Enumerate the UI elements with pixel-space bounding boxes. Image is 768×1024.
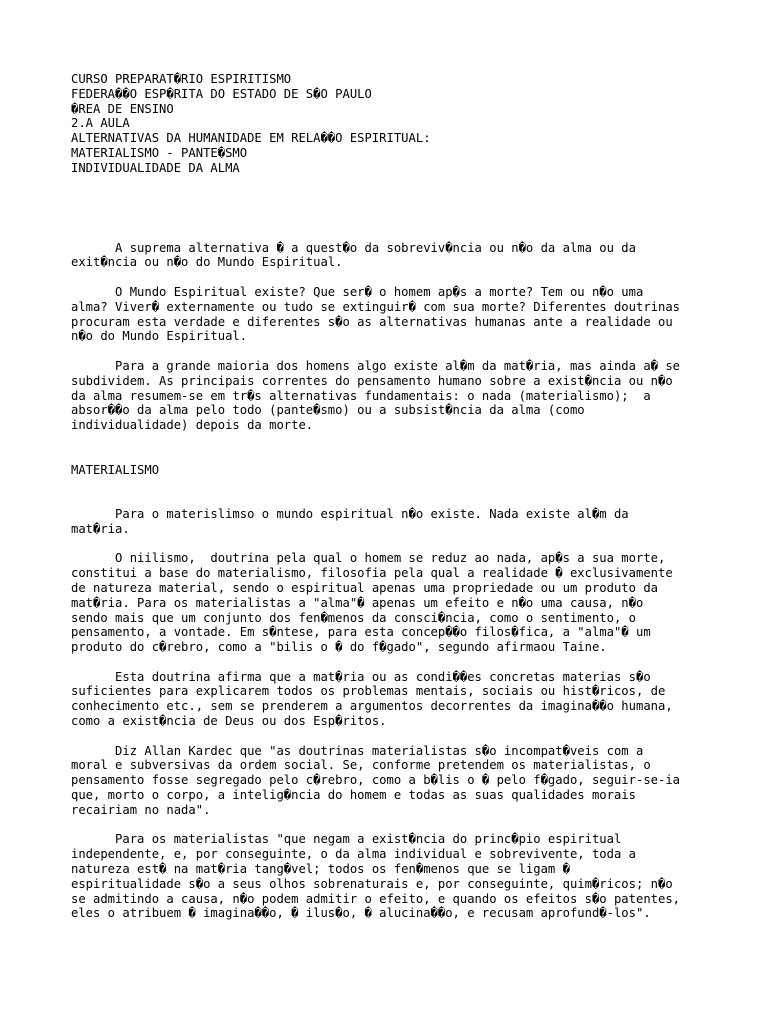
text-line: Para a grande maioria dos homens algo existe al�m da mat�ria, mas ainda a� se [71, 358, 681, 373]
header-area-line: �REA DE ENSINO [71, 101, 174, 116]
intro-paragraph [71, 241, 731, 271]
body-paragraph [71, 507, 731, 537]
header-lesson-line: 2.A AULA [71, 116, 130, 131]
text-line: natureza est� na mat�ria tang�vel; todos os fen�menos que se ligam � [71, 862, 570, 877]
text-line: mat�ria. [71, 521, 130, 536]
text-line: procuram esta verdade e diferentes s�o as alternativas humanas ante a realidade ou [71, 314, 673, 329]
text-line: recairiam no nada". [71, 802, 211, 817]
text-line: moral e subversivas da ordem social. Se, conforme pretendem os materialistas, o [71, 758, 651, 773]
document-page [71, 72, 731, 921]
body-paragraph [71, 832, 731, 921]
text-line: alma? Viver� externamente ou tudo se extinguir� com sua morte? Diferentes doutrinas [71, 299, 681, 314]
body-paragraph [71, 670, 731, 729]
text-line: individualidade) depois da morte. [71, 418, 314, 433]
text-line: conhecimento etc., sem se prenderem a argumentos decorrentes da imagina��o humana, [71, 699, 673, 714]
text-line: O Mundo Espiritual existe? Que ser� o homem ap�s a morte? Tem ou n�o uma [71, 284, 644, 299]
intro-paragraph [71, 285, 731, 344]
text-line: como a exist�ncia de Deus ou dos Esp�ritos. [71, 714, 387, 729]
text-line: A suprema alternativa � a quest�o da sobreviv�ncia ou n�o da alma ou da [71, 240, 636, 255]
text-line: produto do c�rebro, como a "bilis o � do f�gado", segundo afirmaou Taine. [71, 640, 607, 655]
body-paragraph [71, 744, 731, 818]
text-line: de natureza material, sendo o espiritual apenas uma propriedade ou um produto da [71, 580, 658, 595]
text-line: Para o materislimso o mundo espiritual n�o existe. Nada existe al�m da [71, 506, 629, 521]
text-line: exit�ncia ou n�o do Mundo Espiritual. [71, 255, 343, 270]
text-line: constitui a base do materialismo, filosofia pela qual a realidade � exclusivamente [71, 566, 673, 581]
text-line: da alma resumem-se em tr�s alternativas fundamentais: o nada (materialismo); a [71, 388, 651, 403]
document-header [71, 72, 731, 176]
text-line: que, morto o corpo, a intelig�ncia do homem e todas as suas qualidades morais [71, 788, 636, 803]
text-line: pensamento fosse segregado pelo c�rebro, como a b�lis o � pelo f�gado, seguir-se-ia [71, 773, 681, 788]
text-line: sendo mais que um conjunto dos fen�menos da consci�ncia, como o sentimento, o [71, 610, 636, 625]
text-line: Para os materialistas "que negam a exist�ncia do princ�pio espiritual [71, 832, 622, 847]
text-line: subdividem. As principais correntes do pensamento humano sobre a exist�ncia ou n�o [71, 373, 673, 388]
body-paragraph [71, 551, 731, 655]
text-line: suficientes para explicarem todos os problemas mentais, sociais ou hist�ricos, de [71, 684, 666, 699]
text-line: pensamento, a vontade. Em s�ntese, para esta concep��o filos�fica, a "alma"� um [71, 625, 651, 640]
section-heading: MATERIALISMO [71, 462, 160, 477]
text-line: mat�ria. Para os materialistas a "alma"� apenas um efeito e n�o uma causa, n�o [71, 595, 644, 610]
text-line: absor��o da alma pelo todo (pante�smo) ou a subsist�ncia da alma (como [71, 403, 585, 418]
text-line: independente, e, por conseguinte, o da alma individual e sobrevivente, toda a [71, 847, 636, 862]
header-subtopic-line: MATERIALISMO - PANTE�SMO [71, 145, 248, 160]
text-line: O niilismo, doutrina pela qual o homem se reduz ao nada, ap�s a sua morte, [71, 551, 666, 566]
intro-paragraph [71, 359, 731, 433]
text-line: n�o do Mundo Espiritual. [71, 329, 248, 344]
text-line: Diz Allan Kardec que "as doutrinas materialistas s�o incompat�veis com a [71, 743, 644, 758]
text-line: Esta doutrina afirma que a mat�ria ou as condi��es concretas materias s�o [71, 669, 651, 684]
text-line: se admitindo a causa, n�o podem admitir o efeito, e quando os efeitos s�o patentes, [71, 891, 681, 906]
header-topic-line: ALTERNATIVAS DA HUMANIDADE EM RELA��O ESPIRITUAL: [71, 131, 431, 146]
text-line: espiritualidade s�o a seus olhos sobrenaturais e, por conseguinte, quim�ricos; n�o [71, 876, 673, 891]
text-line: eles o atribuem � imagina��o, � ilus�o, � alucina��o, e recusam aprofund�-los". [71, 906, 651, 921]
header-federation-line: FEDERA��O ESP�RITA DO ESTADO DE S�O PAULO [71, 86, 372, 101]
header-subtopic-line-2: INDIVIDUALIDADE DA ALMA [71, 160, 240, 175]
header-course-line: CURSO PREPARAT�RIO ESPIRITISMO [71, 72, 292, 86]
